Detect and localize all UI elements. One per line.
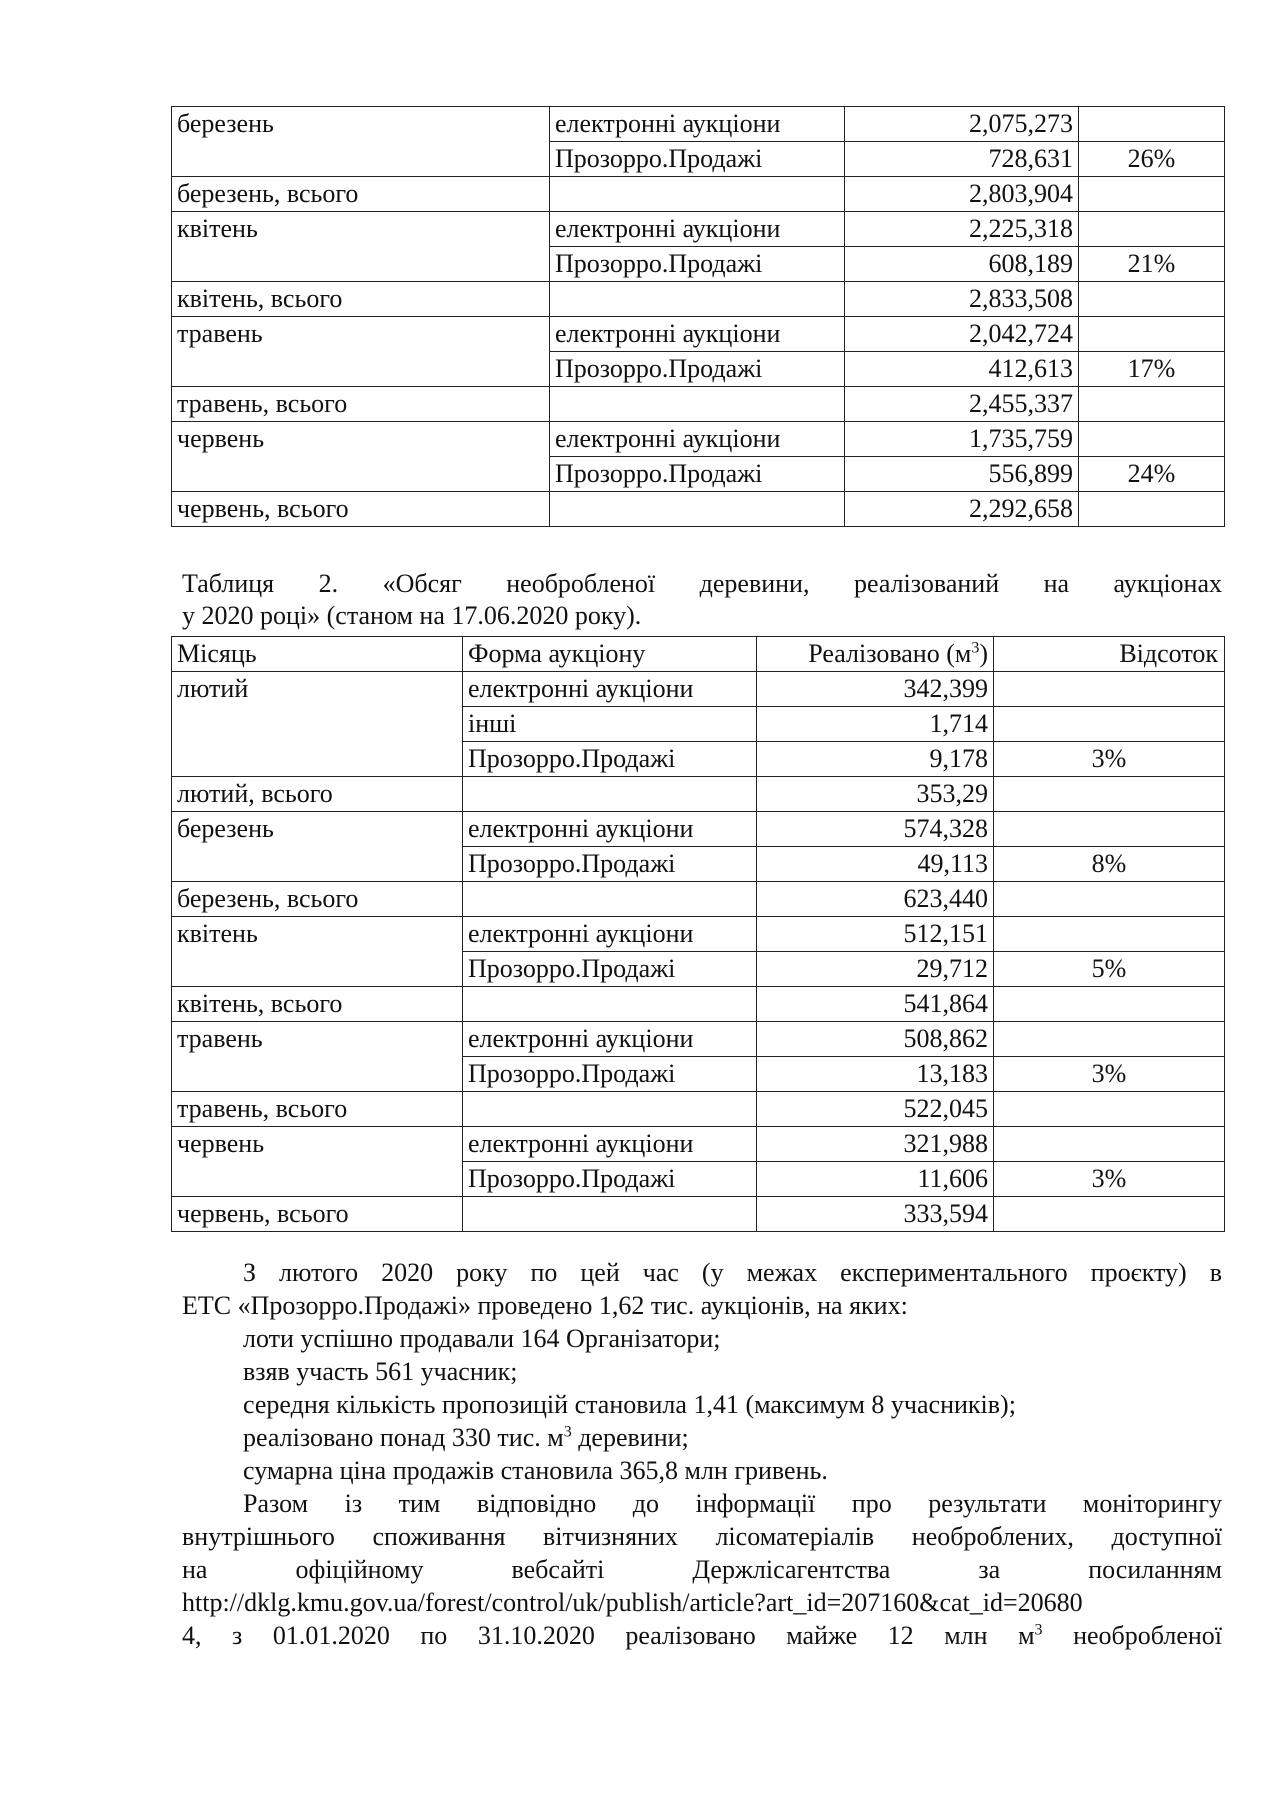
volume-cell: 2,292,658 — [845, 492, 1079, 527]
paragraph-2-line-1: Разом із тим відповідно до інформації про результати моніторингу — [243, 1489, 1222, 1518]
volume-cell: 29,712 — [757, 952, 994, 987]
table-caption — [182, 568, 1222, 632]
auction-form-cell: електронні аукціони — [463, 672, 757, 707]
month-cell: березень — [172, 107, 550, 177]
percent-cell — [1079, 212, 1225, 247]
volume-cell: 13,183 — [757, 1057, 994, 1092]
table-header-row — [172, 637, 1225, 672]
percent-cell — [994, 1197, 1225, 1232]
auction-form-cell — [463, 1092, 757, 1127]
table-row — [172, 212, 1225, 247]
volume-cell: 556,899 — [845, 457, 1079, 492]
month-cell: квітень — [172, 212, 550, 282]
header-month: Місяць — [172, 637, 463, 672]
month-total-cell: травень, всього — [172, 387, 550, 422]
volume-cell: 11,606 — [757, 1162, 994, 1197]
paragraph-2-line-3: на офіційному вебсайті Держлісагентства за посиланням — [182, 1555, 1222, 1584]
volume-cell: 541,864 — [757, 987, 994, 1022]
list-item: лоти успішно продавали 164 Організатори; — [243, 1324, 721, 1353]
month-cell: квітень — [172, 917, 463, 987]
auction-form-cell: Прозорро.Продажі — [463, 1162, 757, 1197]
sales-volume-table-2 — [171, 636, 1225, 1232]
auction-form-cell: Прозорро.Продажі — [550, 142, 845, 177]
percent-cell — [1079, 317, 1225, 352]
month-cell: травень — [172, 317, 550, 387]
volume-cell: 608,189 — [845, 247, 1079, 282]
list-item: взяв участь 561 учасник; — [243, 1357, 518, 1386]
volume-cell: 508,862 — [757, 1022, 994, 1057]
month-total-cell: квітень, всього — [172, 282, 550, 317]
paragraph-1-line-1: З лютого 2020 року по цей час (у межах експериментального проєкту) в — [243, 1258, 1222, 1287]
auction-form-cell — [550, 492, 845, 527]
volume-cell: 2,455,337 — [845, 387, 1079, 422]
month-total-cell: березень, всього — [172, 177, 550, 212]
volume-cell: 1,714 — [757, 707, 994, 742]
percent-cell: 3% — [994, 1057, 1225, 1092]
header-form: Форма аукціону — [463, 637, 757, 672]
header-volume: Реалізовано $(м^3)$ — [757, 637, 994, 672]
volume-cell: 2,225,318 — [845, 212, 1079, 247]
percent-cell: 17% — [1079, 352, 1225, 387]
table-row-total — [172, 282, 1225, 317]
percent-cell — [994, 1127, 1225, 1162]
percent-cell: 26% — [1079, 142, 1225, 177]
auction-form-cell: електронні аукціони — [550, 212, 845, 247]
list-item: реалізовано понад 330 тис. $м^3$ деревини; — [243, 1423, 689, 1452]
auction-form-cell: Прозорро.Продажі — [463, 847, 757, 882]
table-row — [172, 1022, 1225, 1057]
paragraph-1-line-2: ЕТС «Прозорро.Продажі» проведено 1,62 тис. аукціонів, на яких: — [182, 1291, 908, 1320]
auction-form-cell: Прозорро.Продажі — [550, 247, 845, 282]
volume-cell: 522,045 — [757, 1092, 994, 1127]
volume-cell: 9,178 — [757, 742, 994, 777]
volume-cell: 2,042,724 — [845, 317, 1079, 352]
auction-form-cell — [550, 387, 845, 422]
percent-cell — [994, 812, 1225, 847]
volume-cell: 342,399 — [757, 672, 994, 707]
table-row-total — [172, 987, 1225, 1022]
month-total-cell: березень, всього — [172, 882, 463, 917]
month-cell: лютий — [172, 672, 463, 777]
auction-form-cell: електронні аукціони — [550, 107, 845, 142]
percent-cell — [994, 882, 1225, 917]
auction-form-cell — [463, 882, 757, 917]
percent-cell: 24% — [1079, 457, 1225, 492]
table-row-total — [172, 777, 1225, 812]
percent-cell — [1079, 282, 1225, 317]
paragraph-2-url[interactable]: http://dklg.kmu.gov.ua/forest/control/uk/publish/article?art_id=207160&cat_id=20680 — [182, 1588, 1083, 1617]
month-cell: травень — [172, 1022, 463, 1092]
header-percent: Відсоток — [994, 637, 1225, 672]
percent-cell — [994, 777, 1225, 812]
month-total-cell: лютий, всього — [172, 777, 463, 812]
volume-cell: 2,803,904 — [845, 177, 1079, 212]
volume-cell: 574,328 — [757, 812, 994, 847]
percent-cell: 5% — [994, 952, 1225, 987]
table-row-total — [172, 882, 1225, 917]
percent-cell — [994, 672, 1225, 707]
percent-cell — [994, 917, 1225, 952]
table-row — [172, 812, 1225, 847]
month-total-cell: травень, всього — [172, 1092, 463, 1127]
table-row-total — [172, 177, 1225, 212]
percent-cell: 3% — [994, 1162, 1225, 1197]
auction-form-cell: електронні аукціони — [550, 317, 845, 352]
auction-form-cell: Прозорро.Продажі — [550, 352, 845, 387]
percent-cell — [1079, 107, 1225, 142]
auction-form-cell: електронні аукціони — [463, 1127, 757, 1162]
percent-cell — [994, 987, 1225, 1022]
percent-cell — [1079, 387, 1225, 422]
percent-cell — [994, 707, 1225, 742]
auction-form-cell: Прозорро.Продажі — [463, 1057, 757, 1092]
auction-form-cell: електронні аукціони — [463, 812, 757, 847]
percent-cell — [994, 1092, 1225, 1127]
auction-form-cell: Прозорро.Продажі — [463, 742, 757, 777]
volume-cell: 321,988 — [757, 1127, 994, 1162]
auction-form-cell — [550, 282, 845, 317]
paragraph-2-line-5: 4, з 01.01.2020 по 31.10.2020 реалізовано майже 12 млн $м^3$ необробленої — [182, 1621, 1223, 1650]
month-cell: березень — [172, 812, 463, 882]
volume-cell: 623,440 — [757, 882, 994, 917]
auction-form-cell: інші — [463, 707, 757, 742]
table-row — [172, 317, 1225, 352]
percent-cell — [1079, 422, 1225, 457]
auction-form-cell: електронні аукціони — [463, 917, 757, 952]
paragraph-2 — [182, 1487, 1222, 1652]
auction-form-cell — [463, 777, 757, 812]
table-row — [172, 107, 1225, 142]
caption-line-1: Таблиця 2. «Обсяг необробленої деревини, реалізований на аукціонах — [182, 569, 1222, 598]
auction-form-cell — [463, 987, 757, 1022]
percent-cell — [1079, 492, 1225, 527]
table-row — [172, 917, 1225, 952]
table-row-total — [172, 492, 1225, 527]
table-row-total — [172, 1197, 1225, 1232]
month-total-cell: червень, всього — [172, 1197, 463, 1232]
volume-cell: 1,735,759 — [845, 422, 1079, 457]
sales-volume-table-continued — [171, 106, 1225, 527]
table-row — [172, 672, 1225, 707]
auction-form-cell: Прозорро.Продажі — [463, 952, 757, 987]
auction-form-cell — [550, 177, 845, 212]
volume-cell: 412,613 — [845, 352, 1079, 387]
auction-form-cell: електронні аукціони — [550, 422, 845, 457]
percent-cell — [1079, 177, 1225, 212]
volume-cell: 512,151 — [757, 917, 994, 952]
auction-form-cell: електронні аукціони — [463, 1022, 757, 1057]
table-row-total — [172, 387, 1225, 422]
caption-line-2: у 2020 році» (станом на 17.06.2020 року). — [182, 601, 642, 630]
table-row — [172, 1127, 1225, 1162]
percent-cell: 8% — [994, 847, 1225, 882]
month-total-cell: квітень, всього — [172, 987, 463, 1022]
month-cell: червень — [172, 1127, 463, 1197]
table-row — [172, 422, 1225, 457]
list-item: сумарна ціна продажів становила 365,8 млн гривень. — [243, 1456, 828, 1485]
volume-cell: 49,113 — [757, 847, 994, 882]
paragraph-2-line-2: внутрішнього споживання вітчизняних лісоматеріалів необроблених, доступної — [182, 1522, 1222, 1551]
percent-cell: 3% — [994, 742, 1225, 777]
auction-form-cell: Прозорро.Продажі — [550, 457, 845, 492]
auction-form-cell — [463, 1197, 757, 1232]
paragraph-1 — [182, 1256, 1222, 1487]
volume-cell: 2,075,273 — [845, 107, 1079, 142]
volume-cell: 353,29 — [757, 777, 994, 812]
month-total-cell: червень, всього — [172, 492, 550, 527]
volume-cell: 2,833,508 — [845, 282, 1079, 317]
volume-cell: 728,631 — [845, 142, 1079, 177]
percent-cell — [994, 1022, 1225, 1057]
table-row-total — [172, 1092, 1225, 1127]
month-cell: червень — [172, 422, 550, 492]
list-item: середня кількість пропозицій становила 1,41 (максимум 8 учасників); — [243, 1390, 1016, 1419]
percent-cell: 21% — [1079, 247, 1225, 282]
volume-cell: 333,594 — [757, 1197, 994, 1232]
